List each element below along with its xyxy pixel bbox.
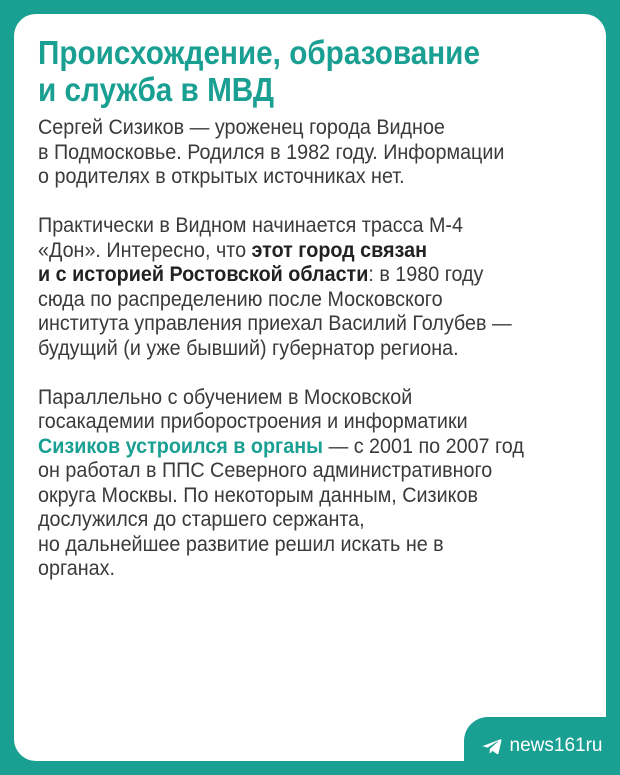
text-line: округа Москвы. По некоторым данным, Сизиков (38, 483, 478, 507)
bold-highlight: и с историей Ростовской области (38, 263, 369, 286)
text-line: будущий (и уже бывший) губернатор региона. (38, 336, 459, 360)
paragraph-vidnoe (38, 214, 593, 361)
paragraph-origin (38, 116, 593, 190)
title-line-1: Происхождение, образование (38, 34, 480, 71)
text-line: института управления приехал Василий Голубев — (38, 312, 512, 335)
paragraph-service (38, 386, 593, 582)
telegram-icon (482, 738, 502, 755)
text-line: — с 2001 по 2007 год (322, 434, 524, 458)
text-line: «Дон». Интересно, что (38, 238, 252, 262)
text-line: он работал в ППС Северного административного (38, 459, 493, 482)
brand-footer[interactable] (464, 717, 620, 775)
text-line: : в 1980 году (368, 263, 484, 286)
text-line: органах. (38, 557, 115, 580)
text-line: но дальнейшее развитие решил искать не в (38, 532, 444, 556)
article-body (38, 116, 593, 606)
text-line: Параллельно с обучением в Московской (38, 385, 413, 409)
brand-name: news161ru (509, 735, 603, 756)
text-line: о родителях в открытых источниках нет. (38, 165, 405, 188)
text-line: госакадемии приборостроения и информатики (38, 410, 468, 433)
text-line: Сергей Сизиков — уроженец города Видное (38, 116, 445, 139)
content-card (14, 14, 606, 761)
page-title (38, 34, 524, 108)
bold-highlight: этот город связан (251, 238, 428, 262)
text-line: Практически в Видном начинается трасса М-4 (38, 214, 463, 237)
title-line-2: и служба в МВД (38, 71, 275, 108)
text-line: дослужился до старшего сержанта, (38, 508, 365, 531)
accent-highlight: Сизиков устроился в органы (38, 434, 323, 458)
text-line: сюда по распределению после Московского (38, 287, 443, 311)
text-line: в Подмосковье. Родился в 1982 году. Информации (38, 140, 505, 164)
